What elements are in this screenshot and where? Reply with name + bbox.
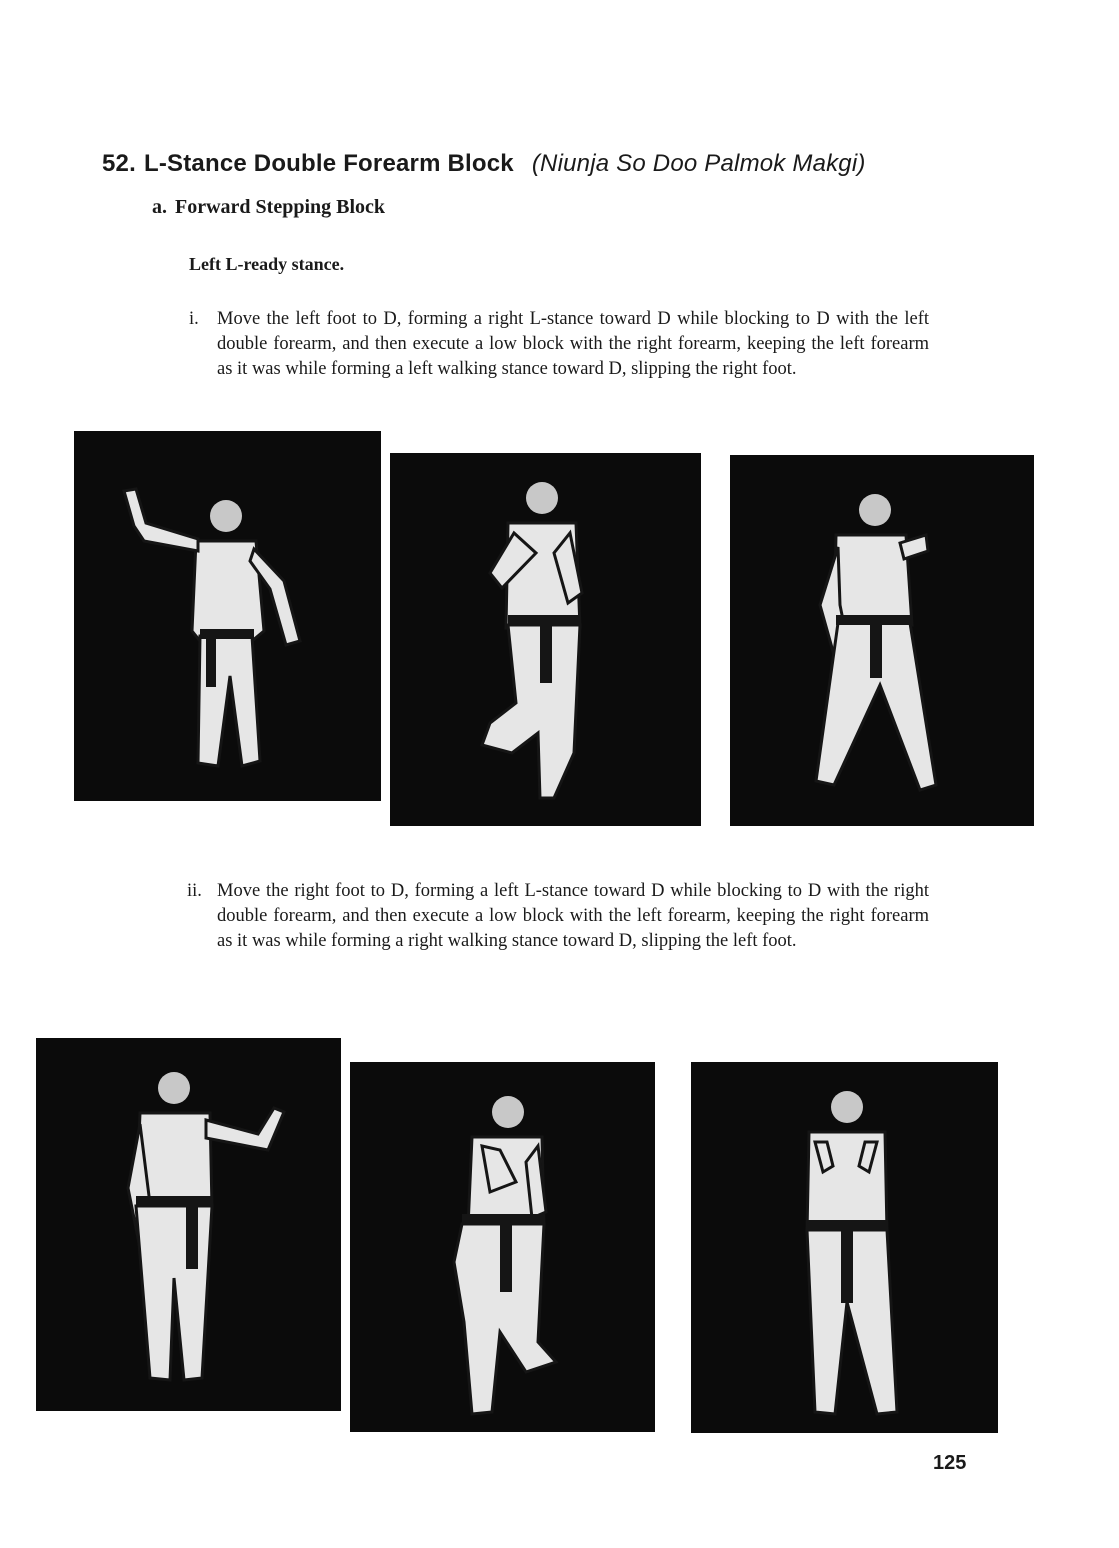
subsection-heading — [152, 196, 385, 219]
photo-step-ii-2 — [350, 1062, 655, 1432]
step-ii — [189, 879, 929, 954]
step-marker: ii. — [187, 881, 202, 901]
section-heading — [102, 150, 866, 178]
section-native-name: (Niunja So Doo Palmok Makgi) — [531, 150, 866, 177]
photo-step-ii-1 — [36, 1038, 341, 1411]
subsection-letter: a. — [152, 196, 167, 218]
section-number: 52. — [102, 150, 136, 177]
photo-step-ii-3 — [691, 1062, 998, 1433]
step-text: Move the right foot to D, forming a left L-stance toward D while blocking to D with the right double forearm, and then execute a low block with the left forearm, keeping the right forearm as it was while forming a right walking stance toward D, slipping the left foot. — [217, 881, 929, 951]
photo-step-i-3 — [730, 455, 1034, 826]
step-text: Move the left foot to D, forming a right L-stance toward D while blocking to D with the left double forearm, and then execute a low block with the right forearm, keeping the left forearm as it was while forming a left walking stance toward D, slipping the right foot. — [217, 309, 929, 379]
photo-step-i-2 — [390, 453, 701, 826]
page-number: 125 — [933, 1452, 967, 1474]
step-i — [189, 307, 929, 382]
photo-step-i-1 — [74, 431, 381, 801]
subsection-title: Forward Stepping Block — [175, 196, 386, 218]
ready-stance: Left L-ready stance. — [189, 254, 345, 274]
step-marker: i. — [189, 309, 199, 329]
section-title: L-Stance Double Forearm Block — [143, 150, 514, 177]
